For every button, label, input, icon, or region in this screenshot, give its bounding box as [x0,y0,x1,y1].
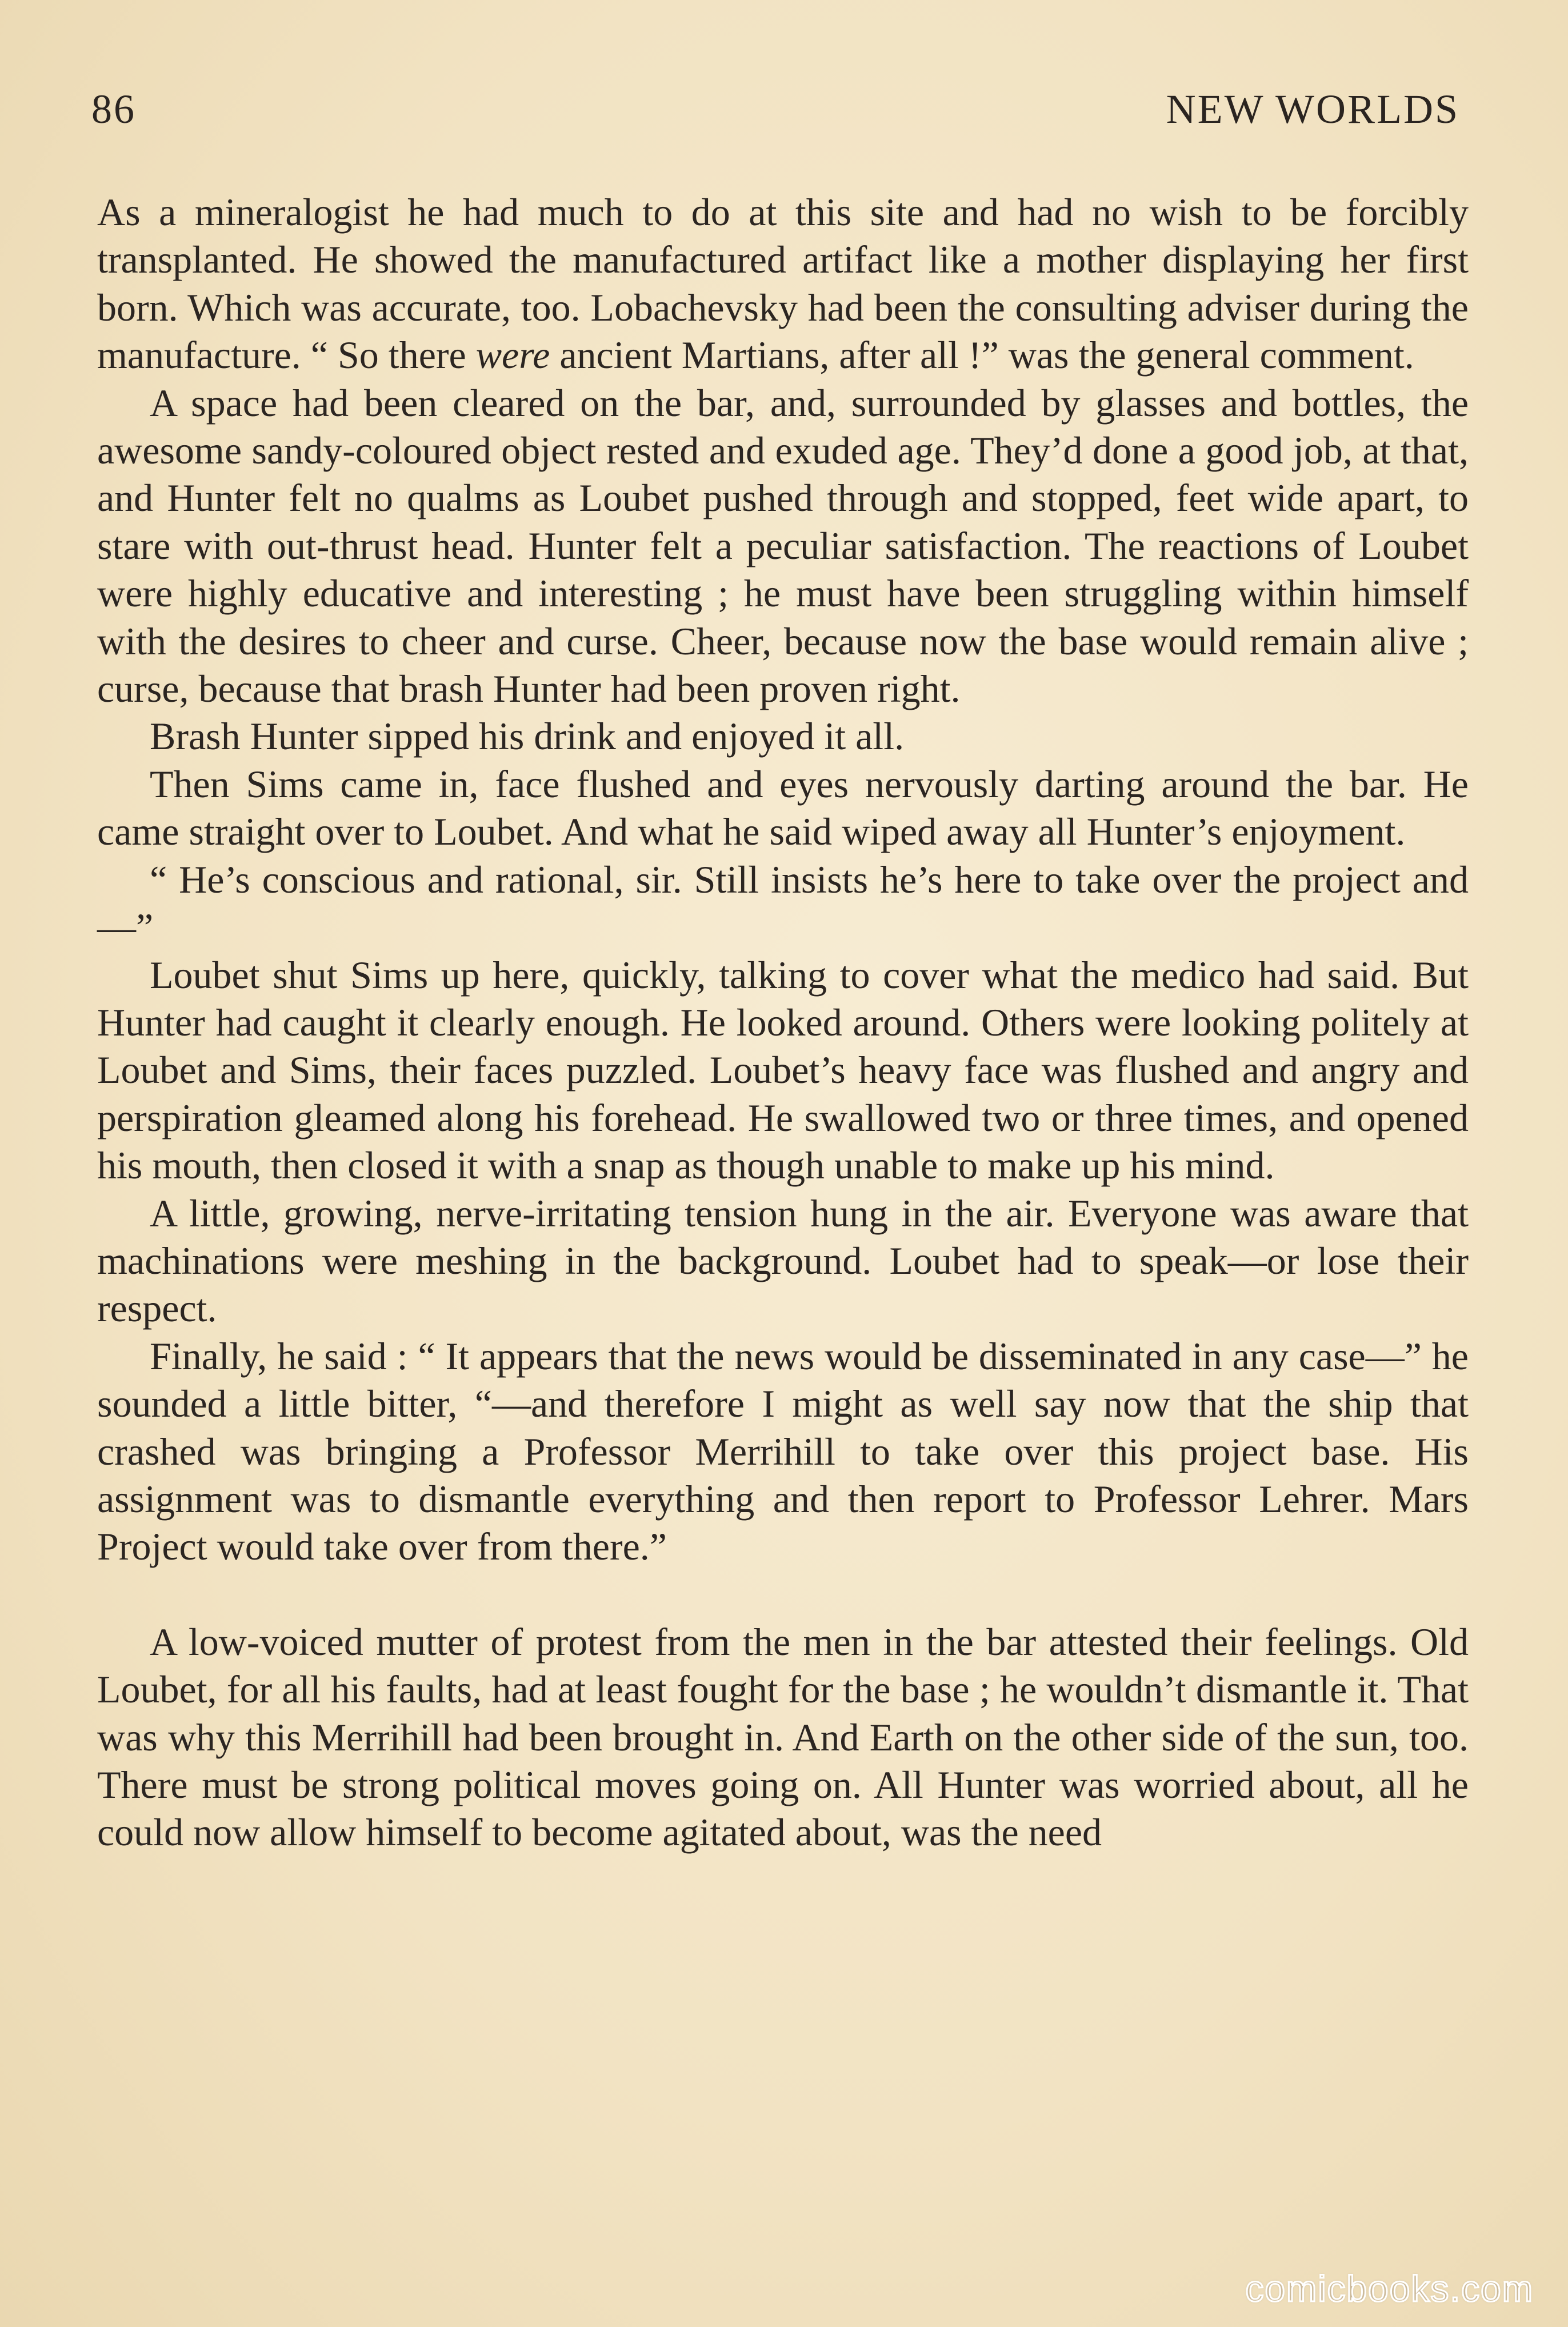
paragraph: Finally, he said : “ It appears that the news would be disseminated in any case—” he sounded a little bitter, “—and therefore I might as well say now that the ship that crashed was bringing a Professor Merrihill to take over this project base. His assignment was to dismantle everything and then report to Professor Lehrer. Mars Project would take over from there.” [97,1334,1469,1569]
paragraph: Then Sims came in, face flushed and eyes nervously darting around the bar. He came straight over to Loubet. And what he said wiped away all Hunter’s enjoyment. [97,762,1469,854]
italic-word: were [475,333,550,377]
body-text [97,189,1469,1857]
paragraph: Brash Hunter sipped his drink and enjoyed it all. [150,714,905,758]
paragraph-text: ancient Martians, after all !” was the general comment. [550,333,1414,377]
watermark: comicbooks.com [1245,2268,1534,2309]
running-head: NEW WORLDS [1166,86,1459,132]
paragraph: “ He’s conscious and rational, sir. Still insists he’s here to take over the project and—” [97,857,1469,949]
page-header [91,86,1459,149]
paragraph: Loubet shut Sims up here, quickly, talking to cover what the medico had said. But Hunter had caught it clearly enough. He looked around. Others were looking politely at Loubet and Sims, their faces puzzled. Loubet’s heavy face was flushed and angry and perspiration gleamed along his forehead. He swallowed two or three times, and opened his mouth, then closed it with a snap as though unable to make up his mind. [97,953,1469,1188]
paragraph: A little, growing, nerve-irritating tension hung in the air. Everyone was aware that machinations were meshing in the background. Loubet had to speak—or lose their respect. [97,1191,1469,1330]
paragraph [97,189,1469,379]
paragraph: A low-voiced mutter of protest from the men in the bar attested their feelings. Old Loubet, for all his faults, had at least fought for the base ; he wouldn’t dismantle it. That was why this Merrihill had been brought in. And Earth on the other side of the sun, too. There must be strong political moves going on. All Hunter was worried about, all he could now allow himself to become agitated about, was the need [97,1620,1469,1854]
paragraph: A space had been cleared on the bar, and, surrounded by glasses and bottles, the awesome sandy-coloured object rested and exuded age. They’d done a good job, at that, and Hunter felt no qualms as Loubet pushed through and stopped, feet wide apart, to stare with out-thrust head. Hunter felt a peculiar satisfaction. The reactions of Loubet were highly educative and interesting ; he must have been struggling within himself with the desires to cheer and curse. Cheer, because now the base would remain alive ; curse, because that brash Hunter had been proven right. [97,381,1469,711]
page-number: 86 [91,86,136,132]
paragraph-text: As a mineralogist he had much to do at this site and had no wish to be forcibly transplanted. He showed the manufactured artifact like a mother displaying her first born. Which was accurate, too. Lobachevsky had been the consulting adviser during the manufacture. “ So there [97,190,1469,377]
